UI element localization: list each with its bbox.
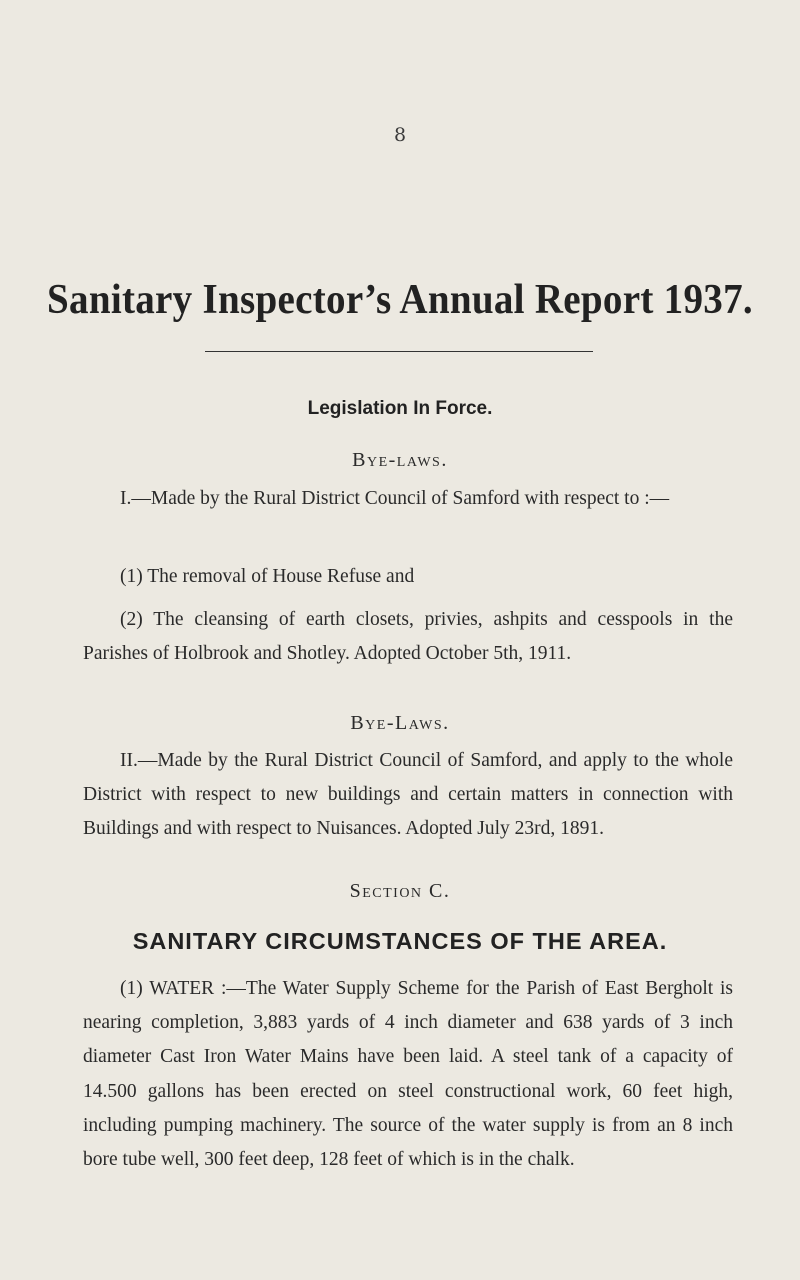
bye-laws-1-intro: I.—Made by the Rural District Council of Samford with respect to :— — [120, 488, 670, 509]
legislation-heading: Legislation In Force. — [307, 398, 493, 419]
bye-laws-2-text: II.—Made by the Rural District Council of Samford, and apply to the whole District with respect to new buildings and certain matters in connection with Buildings and with respect to Nuisances. Adopted July 23rd, 1891. — [83, 750, 733, 840]
page-number: 8 — [393, 124, 407, 146]
report-title: Sanitary Inspector’s Annual Report 1937. — [47, 277, 753, 323]
water-paragraph: (1) WATER :—The Water Supply Scheme for the Parish of East Bergholt is nearing completion, 3,883 yards of 4 inch diameter and 638 yards of 3 inch diameter Cast Iron Water Mains have been laid. A steel tank of a capacity of 14.500 gallons has been erected on steel constructional work, 60 feet high, including pumping machinery. The source of the water supply is from an 8 inch bore tube well, 300 feet deep, 128 feet of which is in the chalk. — [83, 978, 733, 1171]
section-heading: Section C. — [349, 880, 451, 902]
bye-laws-heading-1: Bye-laws. — [352, 449, 448, 471]
bye-laws-1-item-2: (2) The cleansing of earth closets, privies, ashpits and cesspools in the Parishes of Holbrook and Shotley. Adopted October 5th, 1911. — [83, 609, 733, 665]
bye-laws-1-item-1: (1) The removal of House Refuse and — [120, 566, 415, 587]
sanitary-circumstances-heading: SANITARY CIRCUMSTANCES OF THE AREA. — [132, 928, 668, 954]
bye-laws-heading-2: Bye-Laws. — [350, 712, 450, 734]
title-divider — [205, 351, 593, 352]
